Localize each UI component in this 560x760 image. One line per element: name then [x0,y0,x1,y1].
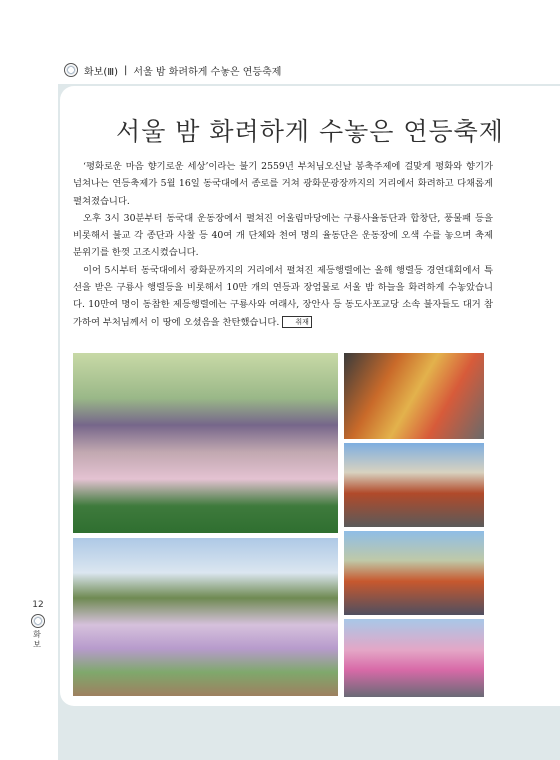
header-section: 화보(Ⅲ) [84,66,119,78]
paragraph-2: 오후 3시 30분부터 동국대 운동장에서 펼쳐진 어울림마당에는 구룡사율동단과 합창단, 풍물패 등을 비롯해서 불교 각 종단과 사찰 등 40여 개 단체와 천여 명의 율동단은 운동장에 오색 수를 놓으며 축제 분위기를 한껏 고조시켰습니다. [73,212,493,259]
side-section-label: 화보 [33,630,41,649]
photo-dancers-pink [344,619,484,697]
running-header [64,62,281,78]
article-body [73,158,493,331]
photo-stadium-performance [73,353,338,533]
header-title: 서울 밤 화려하게 수놓은 연등축제 [133,66,282,78]
paragraph-1: ‘평화로운 마음 향기로운 세상’이라는 불기 2559년 부처님오신날 봉축주제에 걸맞게 평화와 향기가 넘쳐나는 연등축제가 5월 16일 동국대에서 종로를 거쳐 광화문광장까지의 거리에서 화려하고 다채롭게 펼쳐졌습니다. [73,161,493,207]
photo-lantern-parade [344,531,484,615]
header-separator: | [124,64,128,76]
side-emblem-icon [31,614,45,628]
photo-stadium-aerial [73,538,338,696]
paragraph-3-text: 이어 5시부터 동국대에서 광화문까지의 거리에서 펼쳐진 제등행렬에는 올해 행렬등 경연대회에서 특선을 받은 구룡사 행렬등을 비롯해서 10만 개의 연등과 장엄물로 서울 밤 하늘을 화려하게 수놓았습니다. 10만여 명이 동참한 제등행렬에는 구룡사와 여래사, 장안사 등 동도사포교당 소속 불자들도 대거 참가하여 부처님께서 이 땅에 오셨음을 찬탄했습니다. [73,264,493,328]
article-title: 서울 밤 화려하게 수놓은 연등축제 [116,117,504,146]
report-stamp: 취재 [282,316,312,328]
paragraph-3 [73,262,493,331]
temple-emblem-icon [64,63,78,77]
photo-street-procession [344,443,484,527]
photo-procession-monks [344,353,484,439]
page-number: 12 [32,600,44,610]
